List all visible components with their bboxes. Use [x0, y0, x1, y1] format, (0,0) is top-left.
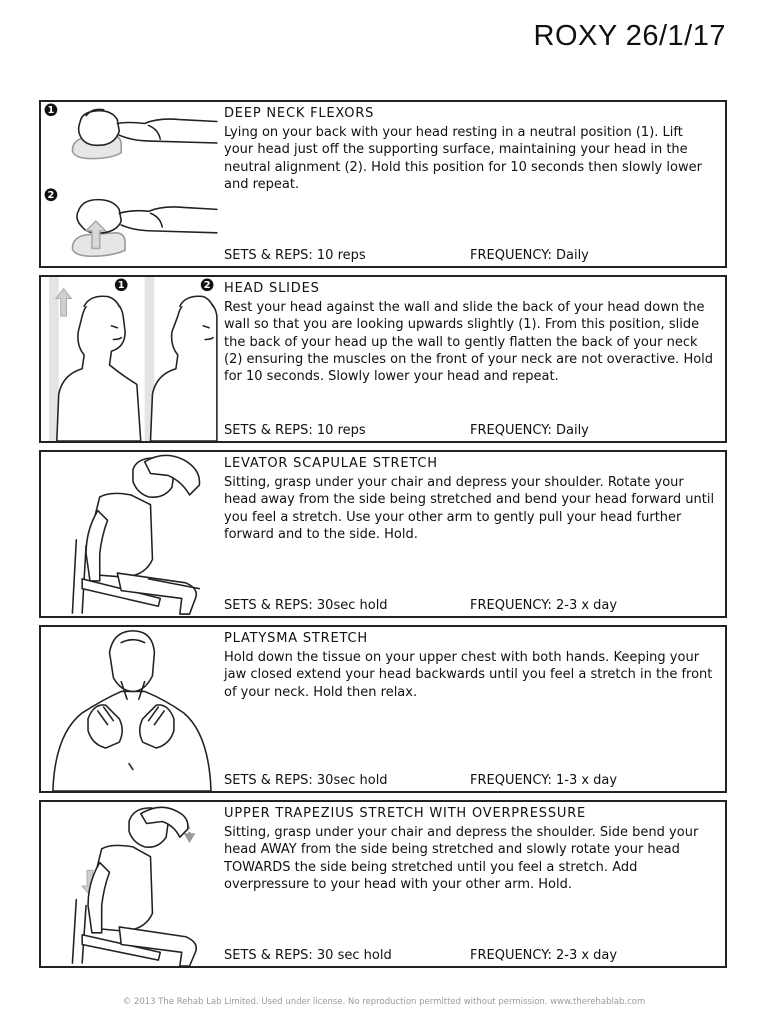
platysma-illustration	[41, 627, 219, 791]
frequency: FREQUENCY: Daily	[470, 423, 589, 438]
frequency: FREQUENCY: Daily	[470, 248, 589, 263]
standing-wall-figure-icon	[41, 277, 219, 441]
exercise-description: Lying on your back with your head resting in a neutral position (1). Lift your head just off the supporting surface, maintaining your head in the neutral alignment (2). Hold this position for 10 seconds then slowly lower and repeat.	[224, 125, 702, 192]
exercise-content	[224, 280, 715, 441]
svg-text:1: 1	[47, 105, 55, 117]
frequency: FREQUENCY: 2-3 x day	[470, 948, 618, 963]
sets-reps: SETS & REPS: 10 reps	[224, 423, 366, 438]
exercise-content	[224, 805, 715, 966]
chest-hold-figure-icon	[41, 627, 219, 791]
svg-text:2: 2	[47, 190, 55, 202]
exercise-title: PLATYSMA STRETCH	[224, 631, 368, 646]
exercise-title: DEEP NECK FLEXORS	[224, 106, 375, 121]
sets-reps: SETS & REPS: 10 reps	[224, 248, 366, 263]
lying-figure-icon	[41, 102, 219, 266]
exercise-title: LEVATOR SCAPULAE STRETCH	[224, 456, 438, 471]
exercise-description: Sitting, grasp under your chair and depress the shoulder. Side bend your head AWAY from the side being stretched and slowly rotate your head TOWARDS the side being stretched until you feel a stretch. Add overpressure to your head with your other arm. Hold.	[224, 825, 699, 892]
deep-neck-flexors-illustration	[41, 102, 219, 266]
exercise-content	[224, 455, 715, 616]
exercise-description: Sitting, grasp under your chair and depress your shoulder. Rotate your head away from the side being stretched and bend your head forward until you feel a stretch. Use your other arm to gently pull your head further forward and to the side. Hold.	[224, 475, 715, 542]
levator-scapulae-illustration	[41, 452, 219, 616]
upper-trapezius-illustration	[41, 802, 219, 966]
exercise-content	[224, 630, 715, 791]
sets-reps: SETS & REPS: 30sec hold	[224, 598, 388, 613]
step-badge-2	[201, 278, 214, 291]
exercise-card-deep-neck-flexors	[39, 100, 727, 268]
page-title: ROXY 26/1/17	[533, 20, 726, 52]
exercise-card-head-slides	[39, 275, 727, 443]
exercise-content	[224, 105, 715, 266]
copyright-footer: © 2013 The Rehab Lab Limited. Used under license. No reproduction permitted without permission. www.therehablab.com	[122, 997, 646, 1007]
exercise-title: HEAD SLIDES	[224, 281, 320, 296]
frequency: FREQUENCY: 2-3 x day	[470, 598, 618, 613]
exercise-card-levator-scapulae-stretch	[39, 450, 727, 618]
sets-reps: SETS & REPS: 30 sec hold	[224, 948, 392, 963]
svg-text:1: 1	[117, 280, 125, 292]
sets-reps: SETS & REPS: 30sec hold	[224, 773, 388, 788]
frequency: FREQUENCY: 1-3 x day	[470, 773, 618, 788]
exercise-description: Rest your head against the wall and slide the back of your head down the wall so that you are looking upwards slightly (1). From this position, slide the back of your head up the wall to gently flatten the back of your neck (2) ensuring the muscles on the front of your neck are not overactive. Hold for 10 seconds. Slowly lower your head and repeat.	[224, 300, 714, 385]
seated-stretch-figure-icon	[41, 452, 219, 616]
exercise-title: UPPER TRAPEZIUS STRETCH WITH OVERPRESSURE	[224, 806, 587, 821]
seated-side-bend-figure-icon	[41, 802, 219, 966]
exercise-card-platysma-stretch	[39, 625, 727, 793]
svg-text:2: 2	[203, 280, 211, 292]
step-badge-1	[115, 278, 128, 291]
exercise-description: Hold down the tissue on your upper chest with both hands. Keeping your jaw closed extend your head backwards until you feel a stretch in the front of your neck. Hold then relax.	[224, 650, 713, 700]
step-badge-1	[45, 103, 58, 116]
exercise-card-upper-trapezius-stretch	[39, 800, 727, 968]
step-badge-2	[45, 188, 58, 201]
head-slides-illustration	[41, 277, 219, 441]
